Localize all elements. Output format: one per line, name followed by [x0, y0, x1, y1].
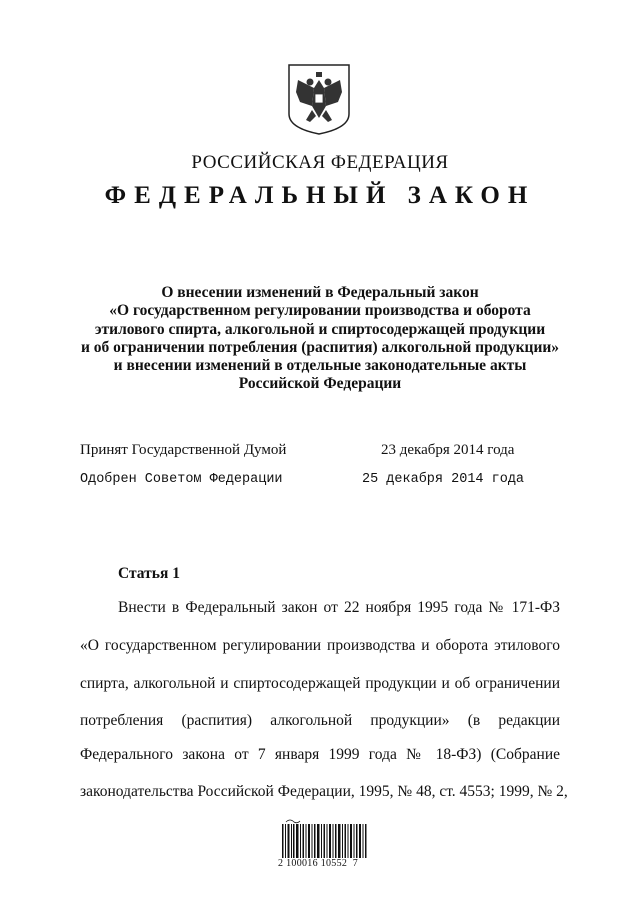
law-title-line: «О государственном регулировании производства и оборота	[109, 302, 531, 320]
law-title-line: этилового спирта, алкогольной и спиртосодержащей продукции	[94, 320, 546, 338]
article-text-line: спирта, алкогольной и спиртосодержащей продукции и об ограничении	[80, 675, 560, 692]
article-text-line: законодательства Российской Федерации, 1995, № 48, ст. 4553; 1999, № 2,	[80, 783, 568, 800]
coat-of-arms-emblem	[286, 62, 352, 136]
law-title-line: и внесении изменений в отдельные законодательные акты	[113, 357, 527, 375]
law-title-line: О внесении изменений в Федеральный закон	[161, 284, 479, 301]
law-title-line: Российской Федерации	[238, 375, 402, 393]
article-text-line: потребления (распития) алкогольной продукции» (в редакции	[80, 712, 560, 729]
adoption-council-label: Одобрен Советом Федерации	[80, 472, 283, 487]
adoption-duma-date: 23 декабря 2014 года	[381, 442, 515, 458]
article-text-line: Федерального закона от 7 января 1999 года № 18-ФЗ) (Собрание	[80, 746, 560, 763]
adoption-duma-label: Принят Государственной Думой	[80, 442, 287, 458]
law-type: ФЕДЕРАЛЬНЫЙ ЗАКОН	[104, 182, 536, 209]
law-title-line: и об ограничении потребления (распития) алкогольной продукции»	[80, 338, 560, 356]
adoption-council-date: 25 декабря 2014 года	[362, 472, 525, 487]
article-text-line: Внести в Федеральный закон от 22 ноября 1995 года № 171-ФЗ	[118, 599, 560, 616]
article-text-line: «О государственном регулировании производства и оборота этилового	[80, 637, 560, 654]
law-title	[60, 284, 580, 394]
barcode-number: 2 100016 10552 7	[278, 858, 359, 869]
country-name: РОССИЙСКАЯ ФЕДЕРАЦИЯ	[191, 152, 449, 173]
article-heading: Статья 1	[118, 565, 180, 582]
barcode	[280, 818, 370, 858]
